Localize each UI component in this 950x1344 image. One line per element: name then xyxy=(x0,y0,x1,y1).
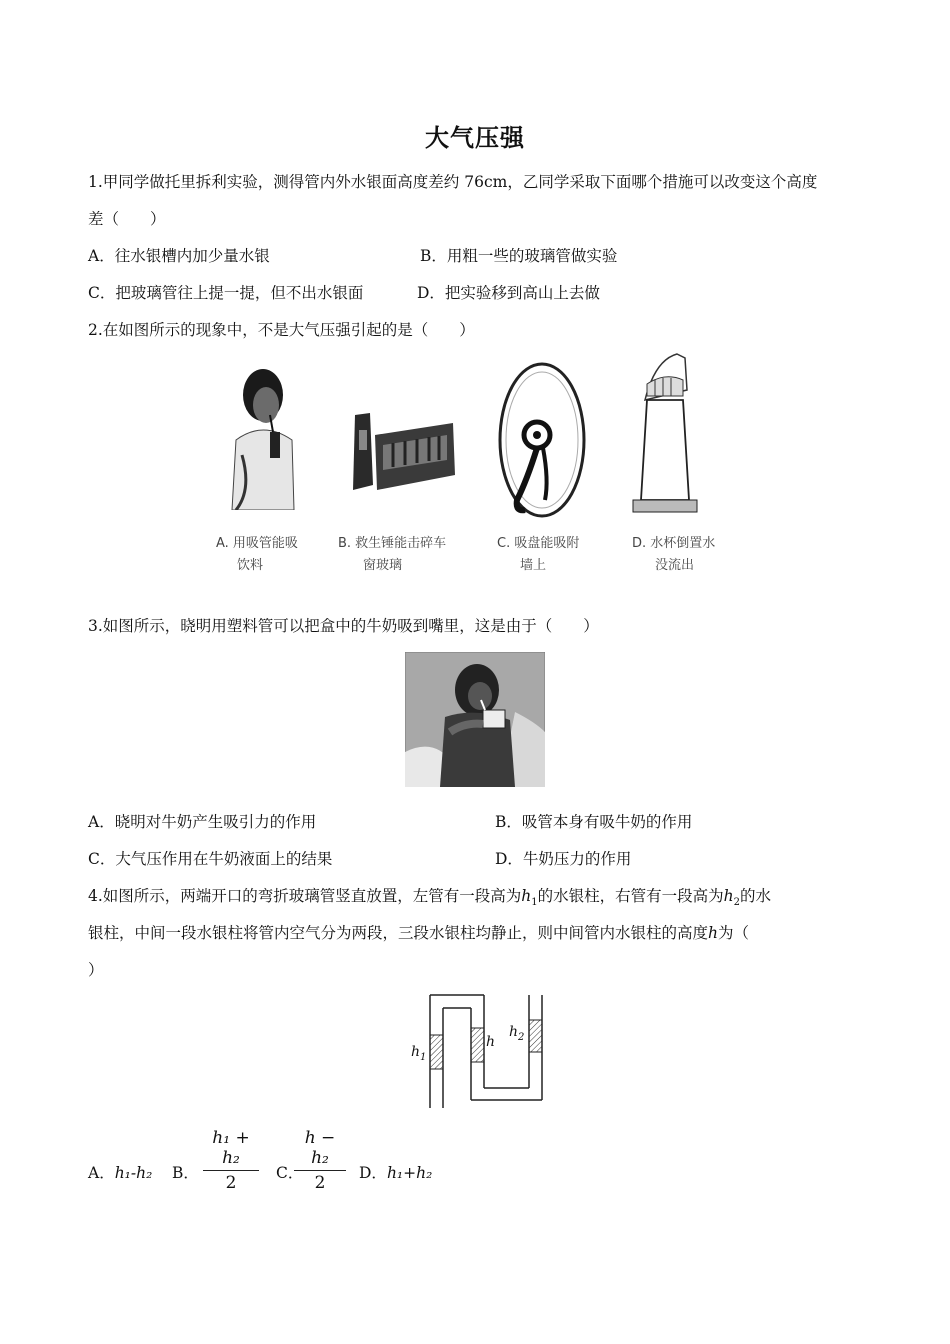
q2-stem: 2.在如图所示的现象中，不是大气压强引起的是（ ） xyxy=(88,321,475,339)
q1-option-b: B．用粗一些的玻璃管做实验 xyxy=(420,247,618,265)
safety-hammer-figure xyxy=(335,405,460,500)
q4-stem-line1 xyxy=(88,885,771,914)
q4-option-c-denominator: 2 xyxy=(314,1173,326,1193)
q4-option-b-fraction xyxy=(203,1128,259,1193)
q2-caption-b-line1: B. 救生锤能击碎车 xyxy=(338,536,447,551)
fig-label-h: h xyxy=(486,1034,496,1050)
mercury-column-middle xyxy=(471,1028,484,1062)
q2-caption-c-line1: C. 吸盘能吸附 xyxy=(497,536,580,551)
q2-caption-a-line2: 饮料 xyxy=(237,558,264,573)
q4-stem-line1-part3: 的水 xyxy=(740,887,772,905)
fig-label-h1: $h_1$ xyxy=(411,1044,427,1063)
q4-option-d xyxy=(359,1162,432,1184)
q4-stem-line1-part1: 4.如图所示，两端开口的弯折玻璃管竖直放置，左管有一段高为 xyxy=(88,887,522,905)
q4-var-h: h xyxy=(708,924,718,942)
suction-cup-figure xyxy=(497,360,587,520)
q1-stem-line1: 1.甲同学做托里拆利实验，测得管内外水银面高度差约 76cm，乙同学采取下面哪个措施可以改变这个高度 xyxy=(88,173,818,191)
q3-option-b: B．吸管本身有吸牛奶的作用 xyxy=(495,813,693,831)
q4-option-b-numerator: h₁ + h₂ xyxy=(203,1128,259,1171)
mercury-column-left xyxy=(430,1035,443,1069)
q4-stem-line1-part2: 的水银柱，右管有一段高为 xyxy=(537,887,724,905)
q2-caption-c-line2: 墙上 xyxy=(520,558,547,573)
q3-option-d: D．牛奶压力的作用 xyxy=(495,850,632,868)
q4-option-a xyxy=(88,1162,152,1184)
q4-stem-line3: ） xyxy=(88,961,104,979)
q3-option-c: C．大气压作用在牛奶液面上的结果 xyxy=(88,850,333,868)
q4-option-d-text: h₁+h₂ xyxy=(386,1164,433,1182)
q4-var-h2: h xyxy=(723,887,734,905)
q4-option-c-numerator: h − h₂ xyxy=(294,1128,346,1171)
page-title: 大气压强 xyxy=(425,123,525,152)
q4-var-h1: h xyxy=(521,887,532,905)
q1-option-c: C．把玻璃管往上提一提，但不出水银面 xyxy=(88,284,364,302)
q4-option-d-label: D． xyxy=(359,1164,387,1182)
q4-stem-line2-part1: 银柱，中间一段水银柱将管内空气分为两段，三段水银柱均静止，则中间管内水银柱的高度 xyxy=(88,924,709,942)
q4-var-h1-sub: 1 xyxy=(531,897,538,909)
q4-stem-line2 xyxy=(88,922,749,944)
q1-stem-line2: 差（ ） xyxy=(88,210,166,228)
q2-caption-d-line1: D. 水杯倒置水 xyxy=(632,536,716,551)
q4-option-c-label: C． xyxy=(276,1164,304,1182)
fig-label-h2: $h_2$ xyxy=(509,1024,525,1043)
mercury-column-right xyxy=(529,1020,542,1052)
milk-straw-photo xyxy=(405,652,545,787)
q4-option-b-denominator: 2 xyxy=(225,1173,237,1193)
q2-caption-d-line2: 没流出 xyxy=(655,558,695,573)
inverted-cup-figure xyxy=(625,350,705,520)
q1-option-a: A．往水银槽内加少量水银 xyxy=(88,247,270,265)
q1-option-d: D．把实验移到高山上去做 xyxy=(417,284,600,302)
q3-option-a: A．晓明对牛奶产生吸引力的作用 xyxy=(88,813,317,831)
q4-stem-line2-part2: 为（ xyxy=(718,924,750,942)
q2-caption-a-line1: A. 用吸管能吸 xyxy=(216,536,298,551)
q2-caption-b-line2: 窗玻璃 xyxy=(363,558,403,573)
q4-option-a-label: A． xyxy=(88,1164,115,1182)
q4-option-b-label: B． xyxy=(172,1164,199,1182)
q4-option-c-fraction xyxy=(294,1128,346,1193)
straw-drinking-figure xyxy=(228,360,298,510)
q4-var-h2-sub: 2 xyxy=(733,897,741,909)
q4-option-a-text: h₁-h₂ xyxy=(114,1164,153,1182)
q3-stem: 3.如图所示，晓明用塑料管可以把盒中的牛奶吸到嘴里，这是由于（ ） xyxy=(88,617,599,635)
